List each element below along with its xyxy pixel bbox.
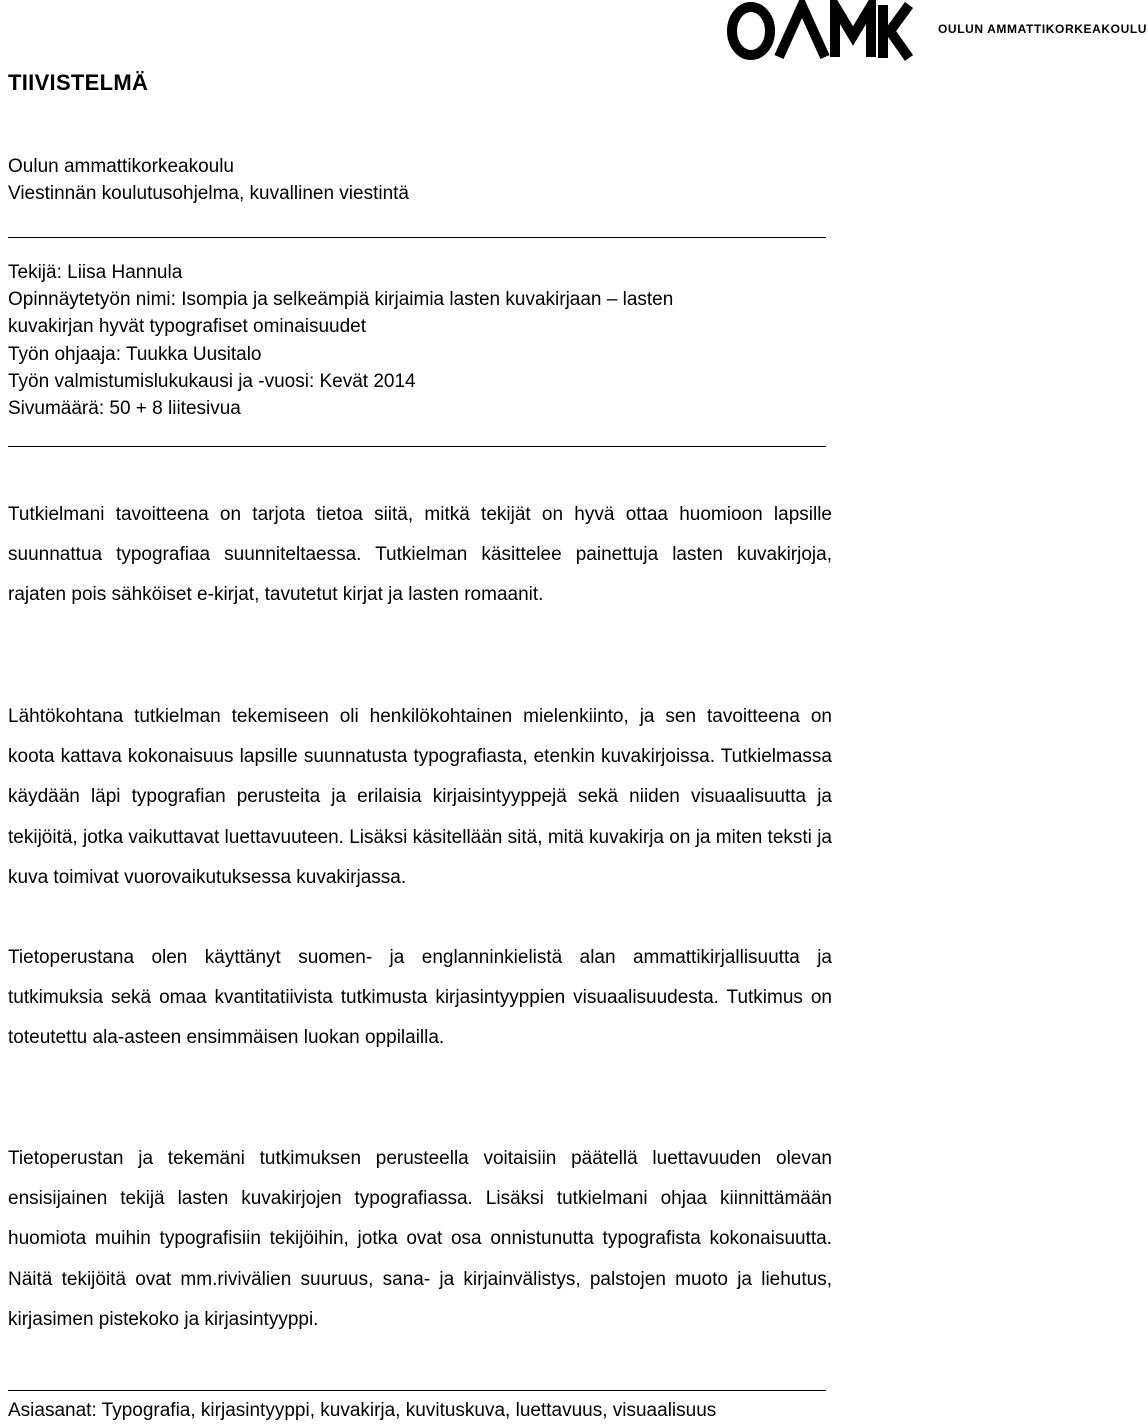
divider-middle	[8, 446, 826, 447]
oamk-logo	[560, 0, 1147, 64]
institution-block	[8, 153, 409, 207]
oamk-logo-mark	[725, 2, 915, 60]
programme-name: Viestinnän koulutusohjelma, kuvallinen viestintä	[8, 183, 410, 204]
abstract-paragraph-3: Tietoperustana olen käyttänyt suomen- ja englanninkielistä alan ammattikirjallisuutta ja tutkimuksia sekä omaa kvantitatiivista tutkimusta kirjasintyyppien visuaalisuudesta. Tutkimus on toteutettu ala-asteen ensimmäisen luokan oppilailla.	[8, 947, 832, 1049]
author-line: Tekijä: Liisa Hannula	[8, 262, 183, 283]
abstract-paragraph-4: Tietoperustan ja tekemäni tutkimuksen perusteella voitaisiin päätellä luettavuuden olevan ensisijainen tekijä lasten kuvakirjojen typografiassa. Lisäksi tutkielmani ohjaa kiinnittämään huomiota muihin typografisiin tekijöihin, jotka ovat osa onnistunutta typografista kokonaisuutta. Näitä tekijöitä ovat mm.rivivälien suuruus, sana- ja kirjainvälistys, palstojen muoto ja liehutus, kirjasimen pistekoko ja kirjasintyyppi.	[8, 1148, 832, 1330]
divider-bottom	[8, 1390, 826, 1391]
page-title: TIIVISTELMÄ	[8, 70, 149, 95]
thesis-metadata	[8, 259, 673, 422]
school-name: Oulun ammattikorkeakoulu	[8, 156, 234, 177]
logo-caption: OULUN AMMATTIKORKEAKOULU	[938, 22, 1147, 36]
thesis-title-line-1: Opinnäytetyön nimi: Isompia ja selkeämpiä kirjaimia lasten kuvakirjaan – lasten	[8, 289, 674, 311]
completion-line: Työn valmistumislukukausi ja -vuosi: Kevät 2014	[8, 370, 416, 392]
page-count-line: Sivumäärä: 50 + 8 liitesivua	[8, 398, 241, 420]
thesis-title-line-2: kuvakirjan hyvät typografiset ominaisuudet	[8, 316, 367, 338]
supervisor-line: Työn ohjaaja: Tuukka Uusitalo	[8, 343, 262, 365]
keywords-line: Asiasanat: Typografia, kirjasintyyppi, kuvakirja, kuvituskuva, luettavuus, visuaalisuus	[8, 1400, 717, 1421]
divider-top	[8, 237, 826, 238]
abstract-paragraph-1: Tutkielmani tavoitteena on tarjota tietoa siitä, mitkä tekijät on hyvä ottaa huomioon lapsille suunnattua typografiaa suunniteltaessa. Tutkielman käsittelee painettuja lasten kuvakirjoja, rajaten pois sähköiset e-kirjat, tavutetut kirjat ja lasten romaanit.	[8, 504, 832, 606]
abstract-paragraph-2: Lähtökohtana tutkielman tekemiseen oli henkilökohtainen mielenkiinto, ja sen tavoitteena on koota kattava kokonaisuus lapsille suunnatusta typografiasta, etenkin kuvakirjoissa. Tutkielmassa käydään läpi typografian perusteita ja erilaisia kirjaisintyyppejä sekä niiden visuaalisuutta ja tekijöitä, jotka vaikuttavat luettavuuteen. Lisäksi käsitellään sitä, mitä kuvakirja on ja miten teksti ja kuva toimivat vuorovaikutuksessa kuvakirjassa.	[8, 706, 832, 888]
